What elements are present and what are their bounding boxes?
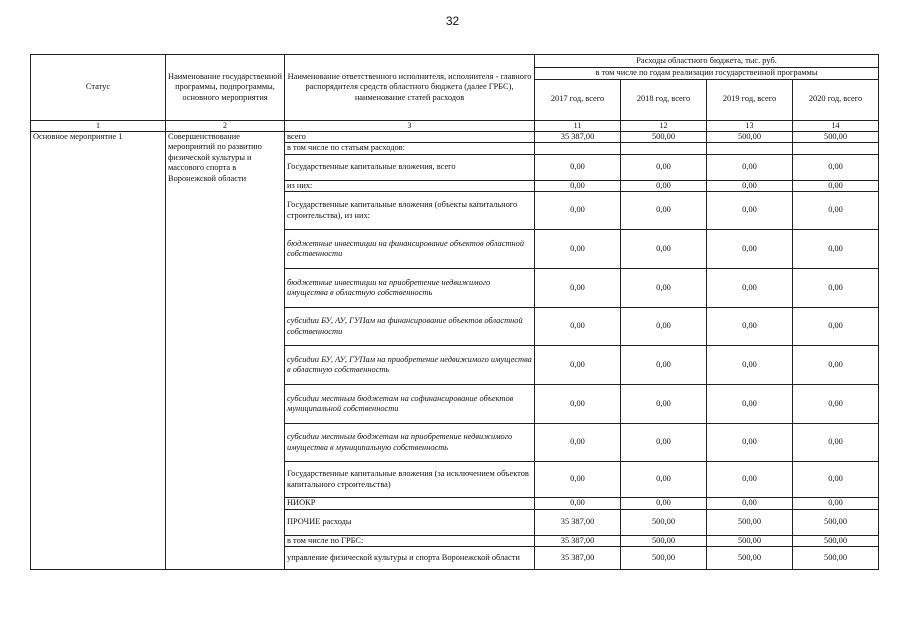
amount-cell: 0,00: [621, 385, 707, 424]
amount-cell: 0,00: [793, 424, 879, 462]
program-name-cell: Совершенствование мероприятий по развитию физической культуры и массового спорта в Воронежской области: [166, 131, 285, 570]
amount-cell: 0,00: [535, 230, 621, 269]
budget-table: [30, 54, 879, 570]
amount-cell: 0,00: [707, 230, 793, 269]
amount-cell: 0,00: [793, 498, 879, 510]
amount-cell: 0,00: [621, 192, 707, 230]
expense-item-label: Государственные капитальные вложения, всего: [285, 154, 535, 180]
amount-cell: 0,00: [707, 385, 793, 424]
header-year-2018: 2018 год, всего: [621, 79, 707, 120]
amount-cell: 0,00: [707, 269, 793, 308]
header-expenses: Расходы областного бюджета, тыс. руб.: [535, 55, 879, 68]
amount-cell: 0,00: [535, 192, 621, 230]
amount-cell: 0,00: [707, 308, 793, 346]
amount-cell: 500,00: [707, 509, 793, 535]
amount-cell: 0,00: [707, 424, 793, 462]
amount-cell: [707, 143, 793, 155]
expense-item-label: бюджетные инвестиции на приобретение недвижимого имущества в областную собственность: [285, 269, 535, 308]
amount-cell: 0,00: [707, 498, 793, 510]
amount-cell: 0,00: [621, 269, 707, 308]
amount-cell: 0,00: [793, 269, 879, 308]
amount-cell: 0,00: [621, 180, 707, 192]
amount-cell: 500,00: [621, 509, 707, 535]
column-number: 12: [621, 120, 707, 131]
column-numbers-row: [31, 120, 879, 131]
amount-cell: 0,00: [621, 346, 707, 385]
amount-cell: 0,00: [535, 154, 621, 180]
amount-cell: 500,00: [793, 547, 879, 570]
expense-item-label: из них:: [285, 180, 535, 192]
amount-cell: 0,00: [535, 269, 621, 308]
column-number: 11: [535, 120, 621, 131]
expense-item-label: НИОКР: [285, 498, 535, 510]
expense-item-label: субсидии БУ, АУ, ГУПам на приобретение недвижимого имущества в областную собственность: [285, 346, 535, 385]
amount-cell: 0,00: [793, 346, 879, 385]
amount-cell: 35 387,00: [535, 547, 621, 570]
amount-cell: 0,00: [535, 462, 621, 498]
amount-cell: [621, 143, 707, 155]
column-number: 2: [166, 120, 285, 131]
expense-item-label: Государственные капитальные вложения (за исключением объектов капитального строительства): [285, 462, 535, 498]
amount-cell: 500,00: [621, 535, 707, 547]
table-body: [31, 131, 879, 570]
amount-cell: 0,00: [707, 346, 793, 385]
amount-cell: 0,00: [535, 424, 621, 462]
amount-cell: 0,00: [535, 308, 621, 346]
amount-cell: 0,00: [621, 230, 707, 269]
amount-cell: 0,00: [621, 498, 707, 510]
expense-item-label: субсидии местным бюджетам на софинансирование объектов муниципальной собственности: [285, 385, 535, 424]
amount-cell: 500,00: [793, 535, 879, 547]
amount-cell: 0,00: [621, 154, 707, 180]
column-number: 3: [285, 120, 535, 131]
header-status: Статус: [31, 55, 166, 121]
expense-item-label: в том числе по ГРБС:: [285, 535, 535, 547]
amount-cell: 35 387,00: [535, 131, 621, 143]
amount-cell: 500,00: [621, 131, 707, 143]
amount-cell: 0,00: [793, 192, 879, 230]
amount-cell: 0,00: [535, 385, 621, 424]
expense-item-label: управление физической культуры и спорта Воронежской области: [285, 547, 535, 570]
amount-cell: 500,00: [793, 131, 879, 143]
amount-cell: 0,00: [621, 424, 707, 462]
amount-cell: 0,00: [535, 180, 621, 192]
table-row: [31, 131, 879, 143]
header-program-name: Наименование государственной программы, подпрограммы, основного мероприятия: [166, 55, 285, 121]
expense-item-label: ПРОЧИЕ расходы: [285, 509, 535, 535]
amount-cell: 0,00: [707, 154, 793, 180]
column-number: 14: [793, 120, 879, 131]
amount-cell: 0,00: [793, 154, 879, 180]
column-number: 13: [707, 120, 793, 131]
amount-cell: [793, 143, 879, 155]
amount-cell: 0,00: [793, 180, 879, 192]
expense-item-label: всего: [285, 131, 535, 143]
amount-cell: 35 387,00: [535, 509, 621, 535]
header-year-2019: 2019 год, всего: [707, 79, 793, 120]
amount-cell: 500,00: [707, 547, 793, 570]
header-year-2017: 2017 год, всего: [535, 79, 621, 120]
expense-item-label: субсидии БУ, АУ, ГУПам на финансирование объектов областной собственности: [285, 308, 535, 346]
amount-cell: [535, 143, 621, 155]
expense-item-label: бюджетные инвестиции на финансирование объектов областной собственности: [285, 230, 535, 269]
column-number: 1: [31, 120, 166, 131]
amount-cell: 0,00: [621, 462, 707, 498]
amount-cell: 35 387,00: [535, 535, 621, 547]
amount-cell: 0,00: [793, 308, 879, 346]
amount-cell: 500,00: [707, 535, 793, 547]
amount-cell: 0,00: [707, 180, 793, 192]
header-by-years: в том числе по годам реализации государственной программы: [535, 68, 879, 80]
amount-cell: 0,00: [793, 230, 879, 269]
amount-cell: 500,00: [793, 509, 879, 535]
status-cell: Основное мероприятие 1: [31, 131, 166, 570]
amount-cell: 0,00: [707, 462, 793, 498]
amount-cell: 0,00: [535, 498, 621, 510]
expense-item-label: субсидии местным бюджетам на приобретение недвижимого имущества в муниципальную собственность: [285, 424, 535, 462]
expense-item-label: в том числе по статьям расходов:: [285, 143, 535, 155]
amount-cell: 0,00: [793, 385, 879, 424]
page-number: 32: [445, 14, 460, 28]
amount-cell: 0,00: [535, 346, 621, 385]
amount-cell: 0,00: [621, 308, 707, 346]
amount-cell: 0,00: [707, 192, 793, 230]
amount-cell: 500,00: [707, 131, 793, 143]
amount-cell: 0,00: [793, 462, 879, 498]
expense-item-label: Государственные капитальные вложения (объекты капитального строительства), из них:: [285, 192, 535, 230]
amount-cell: 500,00: [621, 547, 707, 570]
header-executor: Наименование ответственного исполнителя, исполнителя - главного распорядителя средств областного бюджета (далее ГРБС), наименование статей расходов: [285, 55, 535, 121]
header-year-2020: 2020 год, всего: [793, 79, 879, 120]
